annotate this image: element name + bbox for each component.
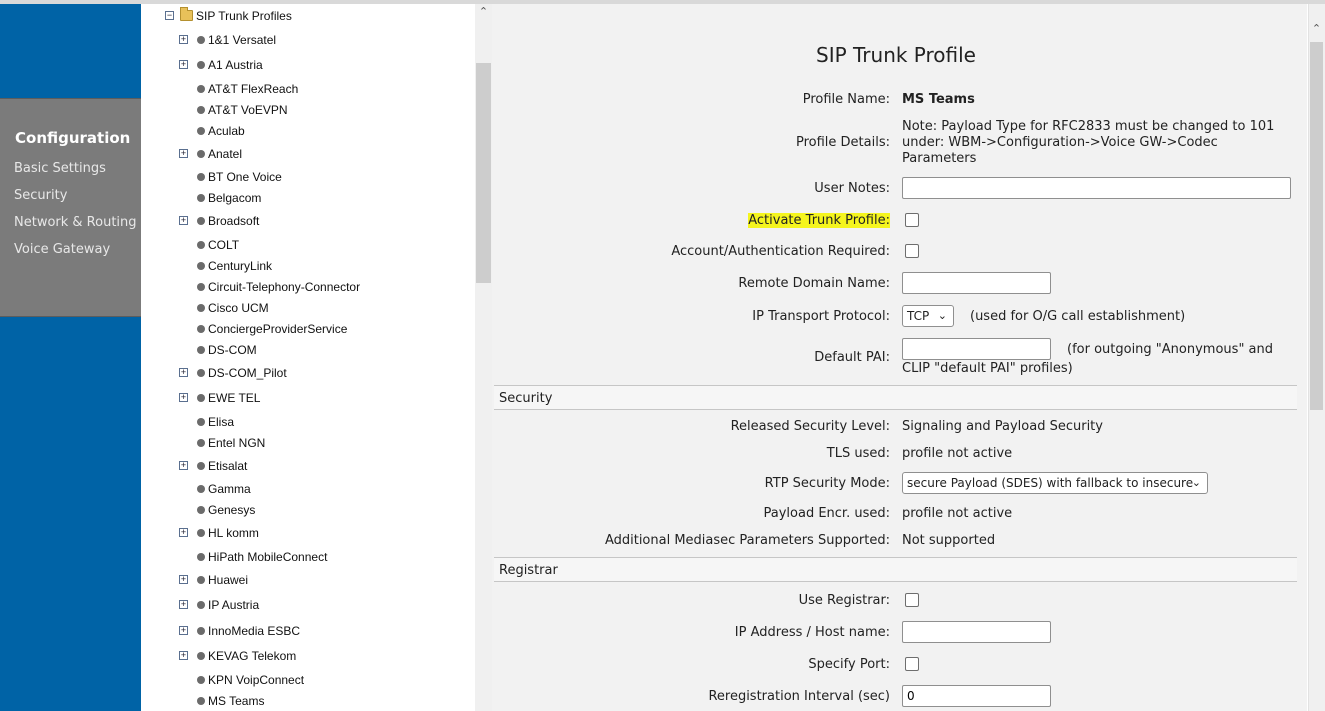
tree-node-label: Entel NGN [208,436,266,450]
profile-bullet-icon [197,485,205,493]
tree-node[interactable] [141,169,471,185]
ip-host-label: IP Address / Host name: [734,625,890,640]
configuration-title: Configuration [15,129,131,147]
tree-node[interactable] [141,237,471,253]
tree-node[interactable] [141,414,471,430]
tree-node-label: HiPath MobileConnect [208,550,328,564]
profile-details-line-1: Note: Payload Type for RFC2833 must be changed to 101 [902,119,1275,134]
tree-node-label: DS-COM_Pilot [208,366,287,380]
use-registrar-label: Use Registrar: [798,593,890,608]
profile-bullet-icon [197,576,205,584]
expand-icon[interactable]: + [180,367,187,377]
profile-bullet-icon [197,506,205,514]
expand-icon[interactable]: + [180,625,187,635]
tree-node[interactable] [141,549,471,565]
default-pai-label: Default PAI: [814,350,890,365]
expand-icon[interactable]: + [180,574,187,584]
profile-details-label: Profile Details: [795,135,890,150]
tree-node-label: Anatel [208,147,243,161]
tree-node[interactable] [141,123,471,139]
tree-root[interactable] [141,8,471,24]
tree-root-label: SIP Trunk Profiles [196,9,292,23]
profile-details-line-3: Parameters [902,151,977,166]
ip-host-input[interactable] [902,621,1051,643]
default-pai-input[interactable] [902,338,1051,360]
default-pai-note-1: (for outgoing "Anonymous" and [1067,342,1274,357]
main-scrollbar-thumb[interactable] [1310,42,1323,410]
main-scroll-up-icon[interactable]: ⌃ [1311,22,1322,35]
profile-bullet-icon [197,262,205,270]
transport-protocol-select[interactable] [902,305,954,327]
default-pai-note-2: CLIP "default PAI" profiles) [902,361,1073,376]
tree-node-label: Huawei [208,573,249,587]
payload-encr-value: profile not active [902,506,1013,521]
tls-used-label: TLS used: [826,446,890,461]
profile-bullet-icon [197,462,205,470]
expand-icon[interactable]: + [180,392,187,402]
tree-node-label: 1&1 Versatel [208,33,277,47]
tree-node[interactable] [141,435,471,451]
profile-bullet-icon [197,150,205,158]
user-notes-label: User Notes: [814,181,890,196]
security-section-header: Security [494,385,1297,410]
expand-icon[interactable]: + [180,148,187,158]
remote-domain-input[interactable] [902,272,1051,294]
specify-port-label: Specify Port: [808,657,890,672]
tree-scroll-up-icon[interactable]: ⌃ [478,5,489,18]
specify-port-checkbox[interactable] [905,657,919,671]
tree-node-label: Genesys [208,503,256,517]
profile-name-value: MS Teams [902,92,975,107]
mediasec-label: Additional Mediasec Parameters Supported: [604,533,890,548]
expand-icon[interactable]: + [180,34,187,44]
remote-domain-label: Remote Domain Name: [738,276,890,291]
tls-used-value: profile not active [902,446,1013,461]
profile-bullet-icon [197,418,205,426]
tree-node[interactable] [141,481,471,497]
transport-protocol-value: TCP [907,309,930,323]
tree-node[interactable] [141,57,471,73]
tree-node[interactable] [141,81,471,97]
tree-node-label: Circuit-Telephony-Connector [208,280,361,294]
tree-node[interactable] [141,102,471,118]
rtp-security-mode-select[interactable] [902,472,1208,494]
reregistration-interval-label: Reregistration Interval (sec) [708,689,890,704]
profile-bullet-icon [197,217,205,225]
use-registrar-checkbox[interactable] [905,593,919,607]
menu-security[interactable]: Security [14,188,68,203]
tree-node-label: InnoMedia ESBC [208,624,301,638]
tree-node[interactable] [141,597,471,613]
folder-icon [180,10,193,21]
highlighted-activate-label: Activate Trunk Profile [748,213,886,228]
tree-node[interactable] [141,342,471,358]
profile-name-label: Profile Name: [802,92,890,107]
expand-icon[interactable]: + [180,527,187,537]
collapse-icon[interactable]: − [166,10,173,20]
tree-node-label: AT&T FlexReach [208,82,299,96]
rtp-security-mode-value: secure Payload (SDES) with fallback to insecure [907,476,1194,490]
tree-node[interactable] [141,279,471,295]
tree-node-label: DS-COM [208,343,257,357]
profile-bullet-icon [197,553,205,561]
profile-bullet-icon [197,61,205,69]
tree-node[interactable] [141,623,471,639]
activate-colon: : [885,213,890,228]
tree-node[interactable] [141,502,471,518]
tree-node[interactable] [141,365,471,381]
profile-bullet-icon [197,106,205,114]
tree-node-label: Gamma [208,482,251,496]
profile-bullet-icon [197,529,205,537]
profile-bullet-icon [197,369,205,377]
profile-bullet-icon [197,601,205,609]
transport-note: (used for O/G call establishment) [970,309,1186,324]
profile-bullet-icon [197,127,205,135]
tree-node-label: IP Austria [208,598,260,612]
payload-encr-label: Payload Encr. used: [763,506,890,521]
tree-node-label: Cisco UCM [208,301,269,315]
reregistration-interval-input[interactable] [902,685,1051,707]
tree-node[interactable] [141,458,471,474]
tree-node-label: CenturyLink [208,259,273,273]
tree-node[interactable] [141,390,471,406]
profile-tree [141,4,475,711]
released-security-level-value: Signaling and Payload Security [902,419,1103,434]
tree-node[interactable] [141,693,471,709]
tree-node[interactable] [141,190,471,206]
tree-node-label: Broadsoft [208,214,260,228]
tree-node-label: Aculab [208,124,245,138]
main-panel [492,4,1307,711]
profile-bullet-icon [197,325,205,333]
tree-scrollbar-thumb[interactable] [476,63,491,283]
registrar-section-header: Registrar [494,557,1297,582]
tree-node-label: EWE TEL [208,391,261,405]
rtp-security-mode-label: RTP Security Mode: [764,476,890,491]
menu-basic-settings[interactable]: Basic Settings [14,161,106,176]
profile-bullet-icon [197,346,205,354]
tree-node[interactable] [141,146,471,162]
tree-node-label: Belgacom [208,191,262,205]
configuration-menu [0,98,141,317]
tree-node-label: KEVAG Telekom [208,649,297,663]
page-title: SIP Trunk Profile [816,43,976,67]
profile-bullet-icon [197,36,205,44]
tree-node[interactable] [141,213,471,229]
profile-bullet-icon [197,652,205,660]
tree-node-label: ConciergeProviderService [208,322,348,336]
expand-icon[interactable]: + [180,650,187,660]
tree-node-label: Elisa [208,415,235,429]
profile-bullet-icon [197,394,205,402]
profile-bullet-icon [197,85,205,93]
tree-node[interactable] [141,32,471,48]
tree-node[interactable] [141,572,471,588]
user-notes-input[interactable] [902,177,1291,199]
auth-required-checkbox[interactable] [905,244,919,258]
tree-node[interactable] [141,258,471,274]
menu-voice-gateway[interactable]: Voice Gateway [14,242,111,257]
tree-node[interactable] [141,672,471,688]
tree-node-label: KPN VoipConnect [208,673,305,687]
profile-bullet-icon [197,439,205,447]
sidebar [0,4,141,711]
chevron-down-icon: ⌄ [1191,476,1201,489]
tree-node[interactable] [141,321,471,337]
activate-trunk-profile-label [748,213,890,228]
transport-protocol-label: IP Transport Protocol: [752,309,890,324]
profile-bullet-icon [197,676,205,684]
released-security-level-label: Released Security Level: [730,419,890,434]
expand-icon[interactable]: + [180,215,187,225]
profile-details-line-2: under: WBM->Configuration->Voice GW->Codec [902,135,1218,150]
tree-node-label: MS Teams [208,694,265,708]
menu-network-routing[interactable]: Network & Routing [14,215,137,230]
profile-bullet-icon [197,173,205,181]
tree-node-label: AT&T VoEVPN [208,103,288,117]
tree-node-label: A1 Austria [208,58,263,72]
tree-node[interactable] [141,300,471,316]
profile-bullet-icon [197,241,205,249]
profile-bullet-icon [197,627,205,635]
tree-node-label: BT One Voice [208,170,282,184]
auth-required-label: Account/Authentication Required: [671,244,890,259]
chevron-down-icon: ⌄ [937,309,947,322]
tree-node-label: HL komm [208,526,259,540]
expand-icon[interactable]: + [180,599,187,609]
tree-node-label: COLT [208,238,240,252]
profile-bullet-icon [197,304,205,312]
profile-bullet-icon [197,194,205,202]
tree-node[interactable] [141,525,471,541]
expand-icon[interactable]: + [180,460,187,470]
profile-bullet-icon [197,697,205,705]
profile-bullet-icon [197,283,205,291]
activate-trunk-profile-checkbox[interactable] [905,213,919,227]
tree-node[interactable] [141,648,471,664]
expand-icon[interactable]: + [180,59,187,69]
tree-node-label: Etisalat [208,459,248,473]
mediasec-value: Not supported [902,533,996,548]
